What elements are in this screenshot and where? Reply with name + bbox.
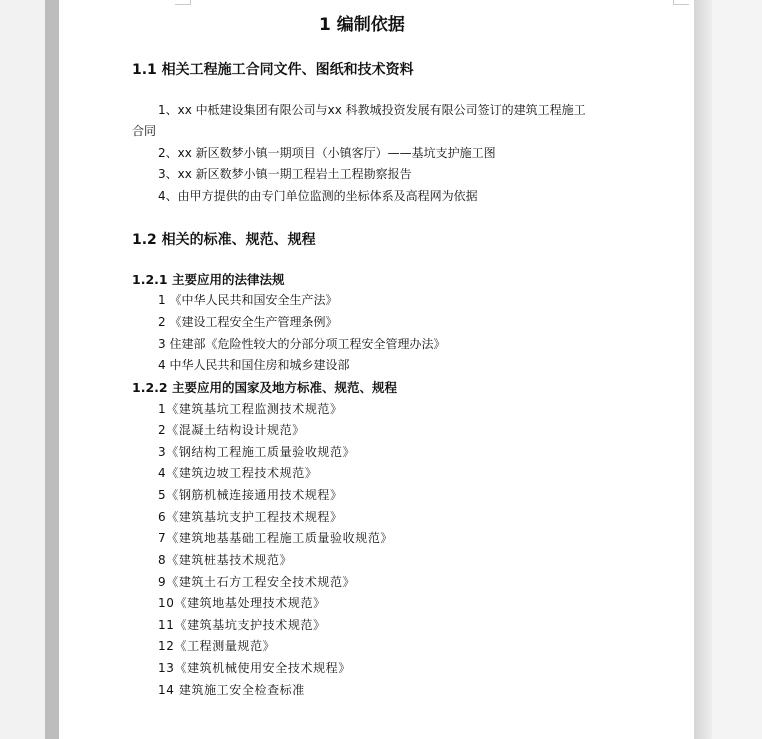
list-item: 2《混凝土结构设计规范》: [158, 423, 305, 437]
list-item: 合同: [132, 124, 157, 138]
list-item: 10《建筑地基处理技术规范》: [158, 596, 326, 610]
list-item: 9《建筑土石方工程安全技术规范》: [158, 575, 356, 589]
list-item: 1《建筑基坑工程监测技术规范》: [158, 402, 343, 416]
list-item: 2 《建设工程安全生产管理条例》: [158, 315, 338, 329]
list-item: 12《工程测量规范》: [158, 639, 276, 653]
list-item: 4 中华人民共和国住房和城乡建设部: [158, 358, 350, 372]
section-heading-1-1: 1.1 相关工程施工合同文件、图纸和技术资料: [132, 62, 414, 78]
subsection-heading-1-2-1: 1.2.1 主要应用的法律法规: [132, 272, 285, 287]
crop-mark-right: [673, 0, 689, 5]
left-gutter: [0, 0, 45, 739]
list-item: 14 建筑施工安全检查标准: [158, 683, 305, 697]
section-heading-1-2: 1.2 相关的标准、规范、规程: [132, 232, 316, 248]
list-item: 5《钢筋机械连接通用技术规程》: [158, 488, 343, 502]
list-item: 1 《中华人民共和国安全生产法》: [158, 293, 338, 307]
list-item: 3《钢结构工程施工质量验收规范》: [158, 445, 356, 459]
list-item: 13《建筑机械使用安全技术规程》: [158, 661, 351, 675]
crop-mark-left: [175, 0, 191, 5]
page-right-shadow: [694, 0, 712, 739]
document-page[interactable]: [59, 0, 694, 739]
list-item: 3、xx 新区数梦小镇一期工程岩土工程勘察报告: [158, 167, 412, 181]
list-item: 8《建筑桩基技术规范》: [158, 553, 293, 567]
page-left-shadow: [45, 0, 59, 739]
list-item: 4《建筑边坡工程技术规范》: [158, 466, 318, 480]
list-item: 4、由甲方提供的由专门单位监测的坐标体系及高程网为依据: [158, 189, 478, 203]
subsection-heading-1-2-2: 1.2.2 主要应用的国家及地方标准、规范、规程: [132, 380, 397, 395]
list-item: 2、xx 新区数梦小镇一期项目（小镇客厅）——基坑支护施工图: [158, 146, 496, 160]
list-item: 7《建筑地基基础工程施工质量验收规范》: [158, 531, 394, 545]
right-gutter: [712, 0, 762, 739]
list-item: 1、xx 中柢建设集团有限公司与xx 科教城投资发展有限公司签订的建筑工程施工: [158, 103, 586, 117]
list-item: 3 住建部《危险性较大的分部分项工程安全管理办法》: [158, 337, 446, 351]
page-title: 1 编制依据: [319, 15, 405, 35]
list-item: 6《建筑基坑支护工程技术规程》: [158, 510, 343, 524]
list-item: 11《建筑基坑支护技术规范》: [158, 618, 326, 632]
